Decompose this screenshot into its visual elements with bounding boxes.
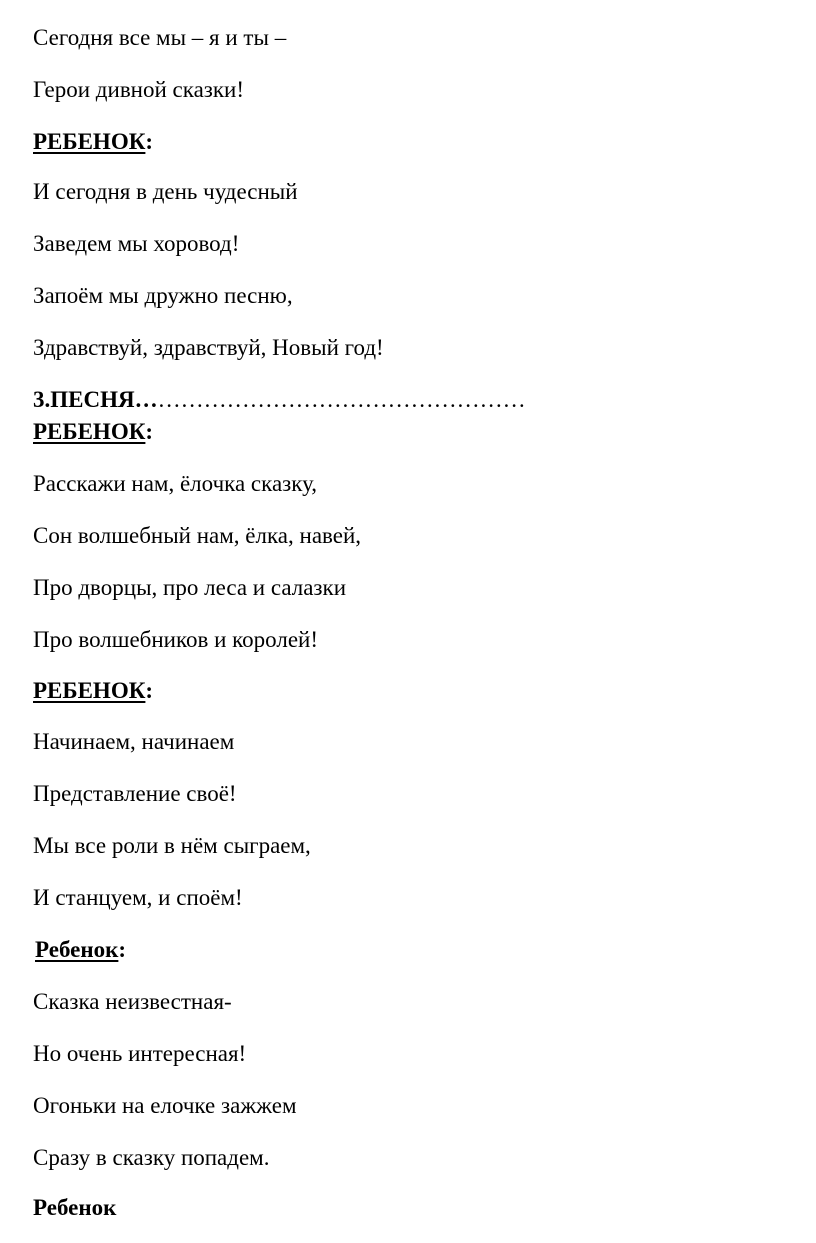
verse-line: Сон волшебный нам, ёлка, навей, <box>33 523 362 548</box>
verse-line: Сказка неизвестная- <box>33 989 232 1014</box>
verse-line: Запоём мы дружно песню, <box>33 283 293 308</box>
speaker-heading <box>33 1194 116 1222</box>
speaker-colon: : <box>118 937 127 962</box>
speaker-name: РЕБЕНОК <box>33 678 146 703</box>
verse-line: Герои дивной сказки! <box>33 77 245 102</box>
verse-line: Заведем мы хоровод! <box>33 231 240 256</box>
speaker-name: РЕБЕНОК <box>33 419 146 444</box>
verse-line: Про дворцы, про леса и салазки <box>33 575 347 600</box>
speaker-colon: : <box>145 678 154 703</box>
indent-underline <box>0 936 35 964</box>
verse-line: И сегодня в день чудесный <box>33 179 298 204</box>
verse-line: Расскажи нам, ёлочка сказку, <box>33 471 318 496</box>
song-dots: ………………………………………… <box>157 387 526 412</box>
verse-line: И станцуем, и споём! <box>33 885 243 910</box>
verse-line: Сразу в сказку попадем. <box>33 1145 270 1170</box>
verse-line: Здравствуй, здравствуй, Новый год! <box>33 335 384 360</box>
speaker-name: Ребенок <box>33 1195 117 1220</box>
song-title: 3.ПЕСНЯ… <box>33 387 158 412</box>
song-heading <box>33 386 526 414</box>
speaker-heading <box>33 128 153 156</box>
speaker-colon: : <box>145 129 154 154</box>
verse-line: Представление своё! <box>33 781 237 806</box>
verse-line: Огоньки на елочке зажжем <box>33 1093 297 1118</box>
speaker-name: Ребенок <box>35 937 119 962</box>
verse-line: Начинаем, начинаем <box>33 729 235 754</box>
verse-line: Сегодня все мы – я и ты – <box>33 25 287 50</box>
verse-line: Про волшебников и королей! <box>33 627 319 652</box>
verse-line: Но очень интересная! <box>33 1041 247 1066</box>
speaker-heading <box>33 418 153 446</box>
speaker-heading <box>33 677 153 705</box>
verse-line: Мы все роли в нём сыграем, <box>33 833 311 858</box>
speaker-heading <box>0 936 126 964</box>
speaker-colon: : <box>145 419 154 444</box>
speaker-name: РЕБЕНОК <box>33 129 146 154</box>
